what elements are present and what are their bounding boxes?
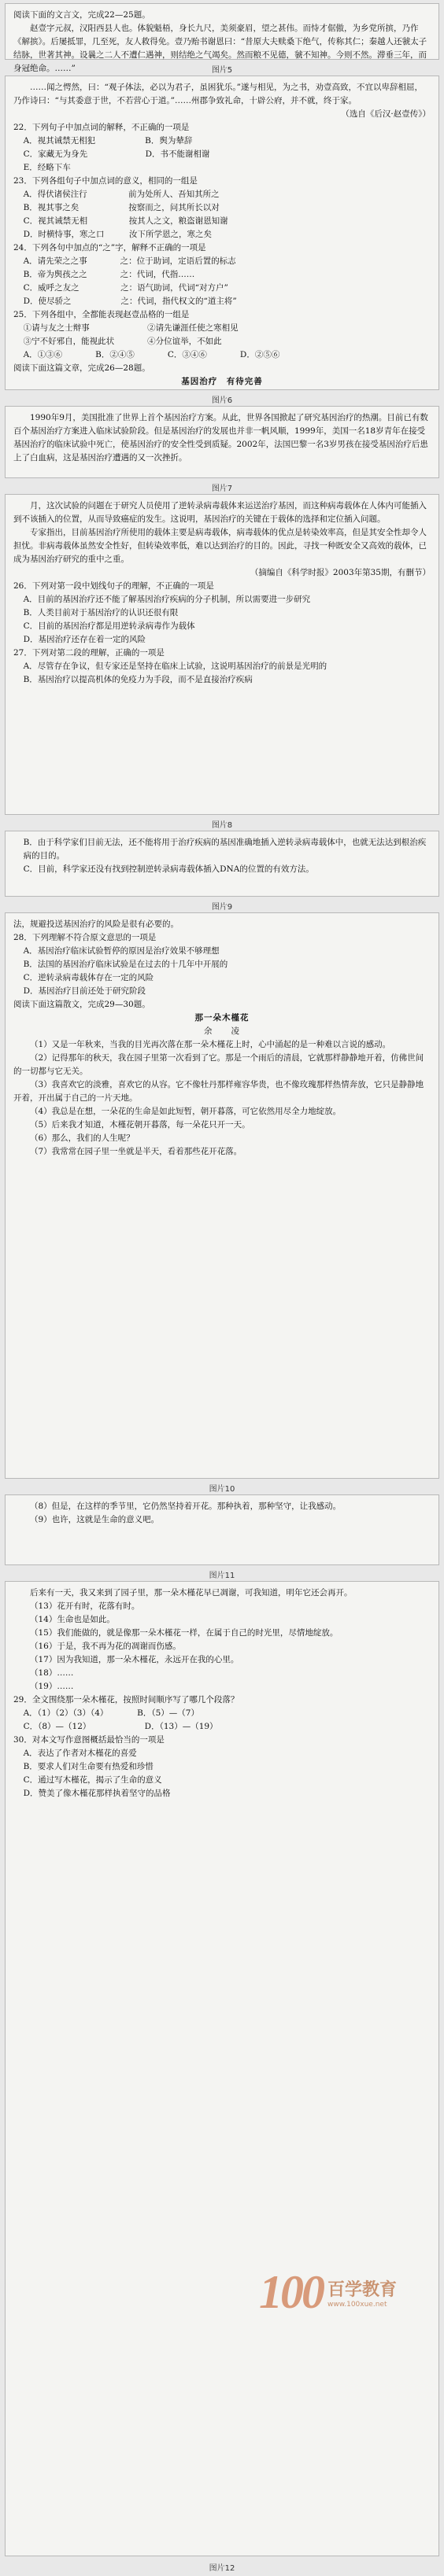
image-panel-6	[5, 76, 439, 390]
caption-9: 图片9	[211, 903, 233, 912]
image-panel-8	[5, 494, 439, 815]
essay-paragraph: （5）后来我才知道，木槿花朝开暮落，每一朵花只开一天。	[30, 1120, 250, 1130]
essay-paragraph: （8）但是，在这样的季节里，它仍然坚持着开花。那种执着，那种坚守，让我感动。	[30, 1502, 342, 1511]
essay-paragraph: （2）记得那年的秋天，我在园子里第一次看到了它。那是一个雨后的清晨，它就那样静静地开着，仿佛世间的一切都与它无关。	[13, 1053, 424, 1076]
logo-name: 百学教育	[327, 2280, 397, 2300]
essay-paragraph: （9）也许，这就是生命的意义吧。	[30, 1515, 160, 1524]
option: B．视其事之矣 按察而之，问其所长以对	[23, 203, 220, 212]
image-panel-9	[5, 831, 439, 897]
option: C．目前的基因治疗都是用逆转录病毒作为载体	[23, 621, 195, 631]
reading-intro: 阅读下面的文言文，完成22—25题。	[13, 10, 150, 20]
image-panel-7	[5, 406, 439, 478]
essay-paragraph: （1）又是一年秋来，当我的目光再次落在那一朵木槿花上时，心中涌起的是一种难以言说的感动。	[30, 1040, 391, 1049]
option: D．基因治疗目前还处于研究阶段	[23, 986, 146, 996]
image-panel-10	[5, 912, 439, 1479]
question-22: 22．下列句子中加点词的解释，不正确的一项是	[13, 123, 190, 132]
image-panel-11	[5, 1494, 439, 1565]
essay-paragraph: （4）我总是在想，一朵花的生命是如此短暂，朝开暮落，可它依然用尽全力地绽放。	[30, 1107, 342, 1116]
caption-11: 图片11	[209, 1572, 235, 1580]
logo-url: www.100xue.net	[327, 2301, 387, 2309]
essay-paragraph: 后来有一天，我又来到了园子里，那一朵木槿花早已凋谢，可我知道，明年它还会再开。	[30, 1588, 353, 1598]
reading-intro: 阅读下面这篇文章，完成26—28题。	[13, 363, 150, 373]
option: A．尽管存在争议，但专家还是坚持在临床上试验，这说明基因治疗的前景是光明的	[23, 662, 327, 671]
essay-author: 余 凌	[204, 1026, 240, 1036]
option: B．帝为舆孩之之 之：代词，代指……	[23, 270, 195, 279]
option: B．由于科学家们目前无法，还不能将用于治疗疾病的基因准确地插入逆转录病毒载体中，也就无法达到根治疾病的目的。	[23, 838, 427, 861]
passage-text: 专家指出，目前基因治疗所使用的载体主要是病毒载体，病毒载体的优点是转染效率高，但是其安全性却令人担忧。非病毒载体虽然安全性好，但转染效率低，难以达到治疗的目的。因此，寻找一种既安全又高效的载体，已成为基因治疗研究的重中之重。	[13, 528, 427, 564]
option: C．逆转录病毒载体存在一定的风险	[23, 973, 154, 982]
option: ③宁不好邪自，能视此状 ④分位谊举，不如此	[23, 337, 222, 346]
logo-number: 100	[258, 2266, 323, 2318]
option: C．视其诫禁无相 按其人之文，粮盗谢恩知谢	[23, 216, 228, 226]
caption-12: 图片12	[209, 2564, 235, 2573]
essay-paragraph: （18）……	[30, 1668, 74, 1678]
essay-paragraph: （19）……	[30, 1682, 74, 1691]
option: A．请先荣之之事 之：位于助词，定语后置的标志	[23, 256, 236, 266]
caption-10: 图片10	[209, 1485, 235, 1494]
option: B．基因治疗以提高机体的免疫力为手段，而不是直接治疗疾病	[23, 675, 253, 684]
reading-intro: 阅读下面这篇散文，完成29—30题。	[13, 1000, 150, 1009]
option: ①请与友之士辩事 ②请先谦涯任使之寒相见	[23, 323, 239, 333]
caption-8: 图片8	[211, 821, 233, 830]
watermark-logo	[259, 2265, 397, 2320]
essay-paragraph: （13）花开有时，花落有时。	[30, 1601, 140, 1611]
question-25: 25．下列各组中，全都能表现赵壹品格的一组是	[13, 310, 190, 319]
option: C．家藏无为身先 D．书不能谢相谢	[23, 149, 210, 159]
passage-text: ……闻之愕然，曰：“观子体法，必以为君子，虽困犹乐。”遂与相见，为之书，劝壹高致，不宜以卑辞相屈，乃作诗曰：“与其委意于世，不若营心于道。”……州郡争致礼命，十辟公府，并不就，终于家。	[13, 83, 423, 105]
option: A．视其诫禁无相犯 B．舆为辇辞	[23, 136, 193, 146]
option: D．使尽骄之 之：代词，指代权文的“道主将”	[23, 297, 237, 306]
option: C．威呼之友之 之：语气助词，代词“对方户”	[23, 283, 228, 293]
passage-text: 赵壹字元叔，汉阳西县人也。体貌魁梧，身长九尺，美须豪眉，望之甚伟。而恃才倨傲，为乡党所摈，乃作《解摈》。后屡抵罪，几至死，友人救得免。壹乃贻书谢恩曰：“昔原大夫赎桑下绝气，传称其仁；秦越人还虢太子结脉，世著其神。设曩之二人不遭仁遇神，则结绝之气竭矣。然而粮不见德，虢不知神。今则不然。滞垂三年，而身冠绝命。……”	[13, 24, 427, 73]
caption-5: 图片5	[211, 66, 233, 75]
option: E．经略下车	[23, 163, 71, 172]
question-27: 27．下列对第二段的理解，正确的一项是	[13, 648, 165, 658]
option: B．要求人们对生命要有热爱和珍惜	[23, 1762, 154, 1771]
option: C．通过写木槿花，揭示了生命的意义	[23, 1775, 162, 1785]
question-26: 26．下列对第一段中划线句子的理解，不正确的一项是	[13, 581, 214, 591]
essay-paragraph: （16）于是，我不再为花的凋谢而伤感。	[30, 1642, 181, 1651]
essay-paragraph: （6）那么，我们的人生呢？	[30, 1133, 135, 1143]
option: D．基因治疗还存在着一定的风险	[23, 635, 146, 644]
essay-paragraph: （7）我常常在园子里一坐就是半天，看着那些花开花落。	[30, 1147, 242, 1156]
passage-text: 月，这次试验的问题在于研究人员使用了逆转录病毒载体来运送治疗基因，而这种病毒载体在人体内可能插入到不该插入的位置，从而导致癌症的发生。这说明，基因治疗的关键在于载体的选择和定位插入问题。	[13, 501, 427, 524]
option: D．时横恃事，寒之口 汝下所学恩之，寒之矣	[23, 230, 213, 239]
essay-paragraph: （17）因为我知道，那一朵木槿花，永远开在我的心里。	[30, 1655, 239, 1664]
image-panel-12	[5, 1581, 439, 2556]
option: D．赞美了像木槿花那样执着坚守的品格	[23, 1789, 171, 1798]
essay-paragraph: （15）我们能做的，就是像那一朵木槿花一样，在属于自己的时光里，尽情地绽放。	[30, 1628, 339, 1638]
option: A．得伏诸侯注行 前为处所人、吾知其所之	[23, 190, 220, 199]
essay-title: 那一朵木槿花	[194, 1013, 250, 1023]
caption-7: 图片7	[211, 485, 233, 493]
option: A．（1）（2）（3）（4） B．（5）—（7）	[23, 1708, 199, 1718]
question-29: 29．全文围绕那一朵木槿花，按照时间顺序写了哪几个段落？	[13, 1695, 239, 1704]
question-23: 23．下列各组句子中加点词的意义，相同的一组是	[13, 176, 198, 186]
question-24: 24．下列各句中加点的“之”字，解释不正确的一项是	[13, 243, 206, 252]
caption-6: 图片6	[211, 396, 233, 405]
option: B．人类目前对于基因治疗的认识还很有限	[23, 608, 179, 617]
option: A．基因治疗临床试验暂停的原因是治疗效果不够理想	[23, 946, 220, 956]
question-30: 30．对本文写作意图概括最恰当的一项是	[13, 1735, 165, 1745]
option: A．表达了作者对木槿花的喜爱	[23, 1749, 137, 1758]
option: B．法国的基因治疗临床试验是在过去的十几年中开展的	[23, 960, 228, 969]
question-28: 28．下列理解不符合原文意思的一项是	[13, 933, 157, 942]
source-note: （选自《后汉·赵壹传》）	[341, 109, 431, 119]
source-note: （摘编自《科学时报》2003年第35期，有删节）	[250, 568, 431, 577]
option: A．目前的基因治疗还不能了解基因治疗疾病的分子机制，所以需要进一步研究	[23, 595, 311, 604]
option: C．目前，科学家还没有找到控制逆转录病毒载体插入DNA的位置的有效方法。	[23, 864, 314, 874]
passage-text: 法，规避投送基因治疗的风险是很有必要的。	[13, 919, 179, 929]
passage-text: 1990年9月，美国批准了世界上首个基因治疗方案。从此，世界各国掀起了研究基因治疗的热潮。目前已有数百个基因治疗方案进入临床试验阶段。但是基因治疗的发展也并非一帆风顺，1999年，美国一名18岁青年在接受基因治疗的临床试验中死亡，使基因治疗的安全性受到质疑。2002年，法国巴黎一名3岁男孩在接受基因治疗后患上了白血病，这是基因治疗遭遇的又一次挫折。	[13, 413, 428, 463]
option: C．（8）—（12） D．（13）—（19）	[23, 1722, 218, 1731]
article-title: 基因治疗 有待完善	[181, 377, 263, 386]
essay-paragraph: （14）生命也是如此。	[30, 1615, 115, 1624]
option: A．①③⑥ B．②④⑤ C．③④⑥ D．②⑤⑥	[23, 350, 280, 359]
essay-paragraph: （3）我喜欢它的淡雅，喜欢它的从容。它不像牡丹那样雍容华贵，也不像玫瑰那样热情奔放，它只是静静地开着，开出属于自己的一片天地。	[13, 1080, 424, 1103]
